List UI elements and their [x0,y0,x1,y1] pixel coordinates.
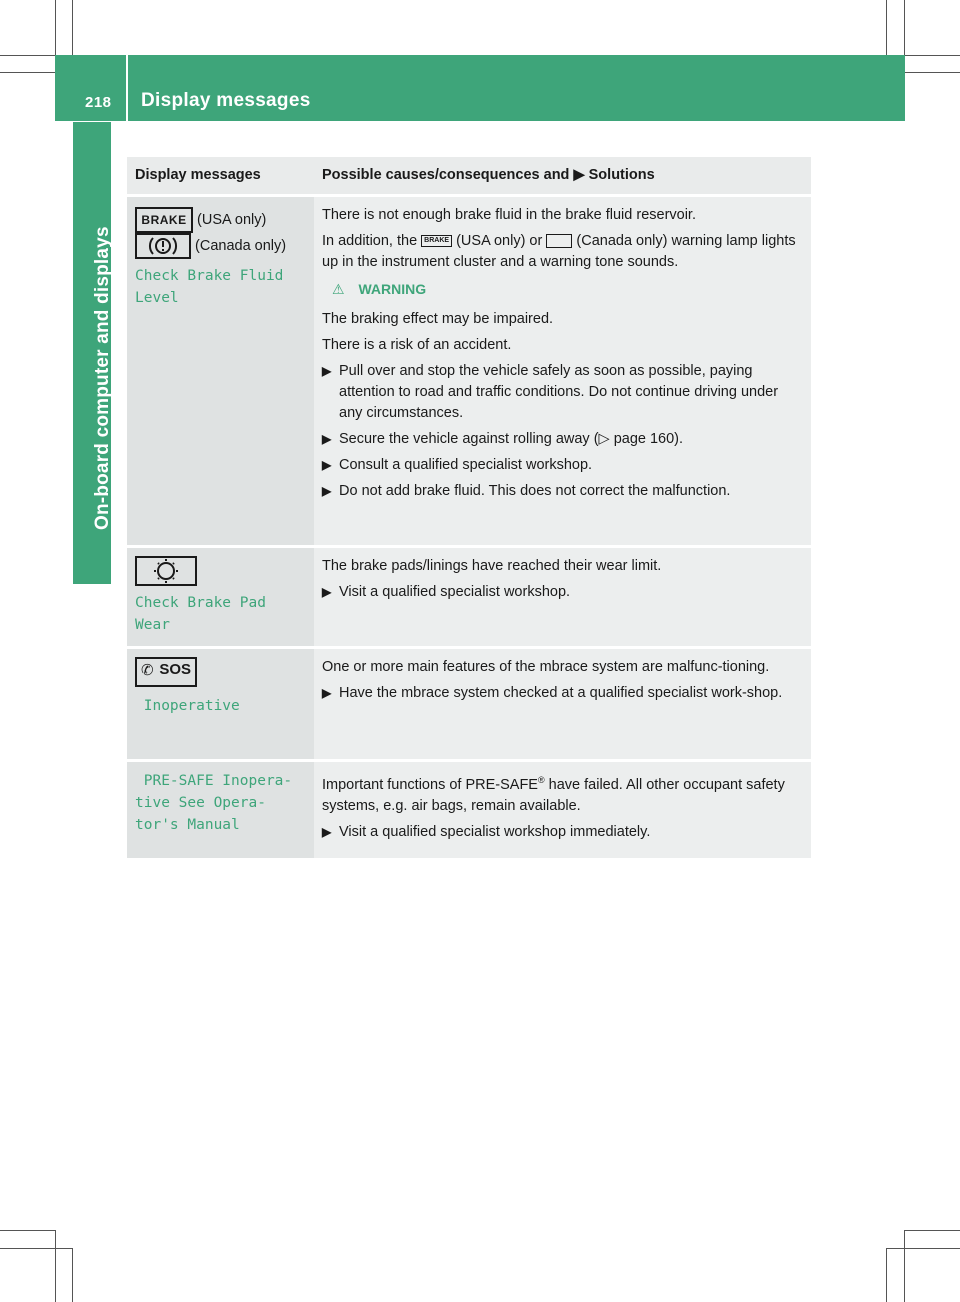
cause-text: One or more main features of the mbrace system are malfunc-tioning. [322,659,770,675]
table-row [127,649,811,759]
registered-mark: ® [537,775,545,785]
crop-mark [904,0,905,55]
solution-step [322,822,803,843]
phone-icon: ✆ [141,662,154,679]
crop-mark [72,1248,73,1302]
warning-triangle-icon: ⚠ [332,281,345,297]
step-text: Visit a qualified specialist workshop. [339,584,571,600]
warning-heading [332,279,803,300]
solution-step [322,455,803,476]
cause-text [322,770,803,817]
cause-text: There is not enough brake fluid in the brake fluid reservoir. [322,207,696,223]
step-arrow-icon: ▶ [322,432,332,446]
message-cell [127,762,314,858]
display-message-text: Inoperative [135,698,240,714]
display-message-text: Check Brake Pad Wear [135,595,266,633]
usa-only-label: (USA only) [197,211,267,228]
table-row [127,197,811,545]
sos-phone-icon [135,657,197,687]
step-text: Consult a qualified specialist workshop. [339,457,593,473]
solution-step [322,582,803,603]
step-arrow-icon: ▶ [322,686,332,700]
sos-label: SOS [159,661,191,678]
crop-mark [72,0,73,55]
step-arrow-icon: ▶ [322,824,332,839]
step-arrow-icon: ▶ [322,585,332,599]
crop-mark [0,1230,55,1231]
message-cell [127,649,314,759]
message-cell [127,548,314,646]
cause-text-part: (USA only) or [456,233,543,249]
crop-mark [904,55,960,56]
solution-step [322,683,803,704]
cause-text-part: have failed. All other occupant safety systems, e.g. air bags, remain available. [322,776,785,814]
column-header-solutions-label: Solutions [588,167,655,183]
crop-mark [904,1230,905,1302]
warning-label: WARNING [358,281,427,297]
crop-mark [55,1230,56,1302]
solution-cell [314,197,811,545]
display-messages-table [127,154,811,861]
column-header-causes: Possible causes/consequences and [322,167,570,183]
cause-text-part: In addition, the [322,233,418,249]
message-cell [127,197,314,545]
side-tab-label: On-board computer and displays [92,226,113,530]
solution-step [322,429,803,450]
warning-text: The braking effect may be impaired. [322,311,554,327]
canada-only-label: (Canada only) [195,237,287,254]
crop-mark [904,1230,960,1231]
step-text: Secure the vehicle against rolling away (▷ page 160). [339,431,684,447]
cause-text-part: (Canada only) warning lamp lights up in the instrument cluster and a warning tone sounds. [322,233,796,270]
cause-text [322,231,803,273]
solution-cell [314,548,811,646]
crop-mark [886,0,887,55]
cause-text-part: Important functions of PRE-SAFE [322,776,538,793]
solution-step [322,481,803,502]
table-row [127,548,811,646]
page-number: 218 [85,94,112,111]
solution-cell [314,762,811,858]
crop-mark [0,72,55,73]
solution-cell [314,649,811,759]
step-text: Pull over and stop the vehicle safely as soon as possible, paying attention to road and traffic conditions. Do not continue driving under any circumstances. [339,363,779,421]
crop-mark [886,1248,887,1302]
arrow-right-icon: ▶ [573,167,585,183]
header-separator [126,55,128,121]
crop-mark [886,1248,960,1249]
brake-small-icon: BRAKE [421,235,452,247]
step-text: Do not add brake fluid. This does not correct the malfunction. [339,483,731,499]
brake-warning-icon: BRAKE [135,207,193,233]
crop-mark [904,72,960,73]
column-header-solutions [314,157,811,194]
cause-text: The brake pads/linings have reached their wear limit. [322,558,662,574]
page-title: Display messages [141,90,311,111]
column-header-messages: Display messages [127,157,314,194]
step-arrow-icon: ▶ [322,484,332,498]
warning-text: There is a risk of an accident. [322,337,512,353]
crop-mark [0,1248,72,1249]
brake-circle-icon [135,233,191,259]
step-arrow-icon: ▶ [322,458,332,472]
crop-mark [0,55,55,56]
display-message-text: PRE-SAFE Inopera‑ tive See Opera‑ tor's Manual [135,773,293,833]
solution-step [322,361,803,424]
step-text: Have the mbrace system checked at a qualified specialist work-shop. [339,685,783,701]
crop-mark [55,0,56,55]
step-arrow-icon: ▶ [322,364,332,378]
brake-circle-small-icon [546,234,572,248]
brake-pad-wear-icon [135,556,197,586]
step-text: Visit a qualified specialist workshop immediately. [339,823,651,840]
table-row [127,762,811,858]
table-header-row [127,157,811,194]
display-message-text: Check Brake Fluid Level [135,268,284,306]
